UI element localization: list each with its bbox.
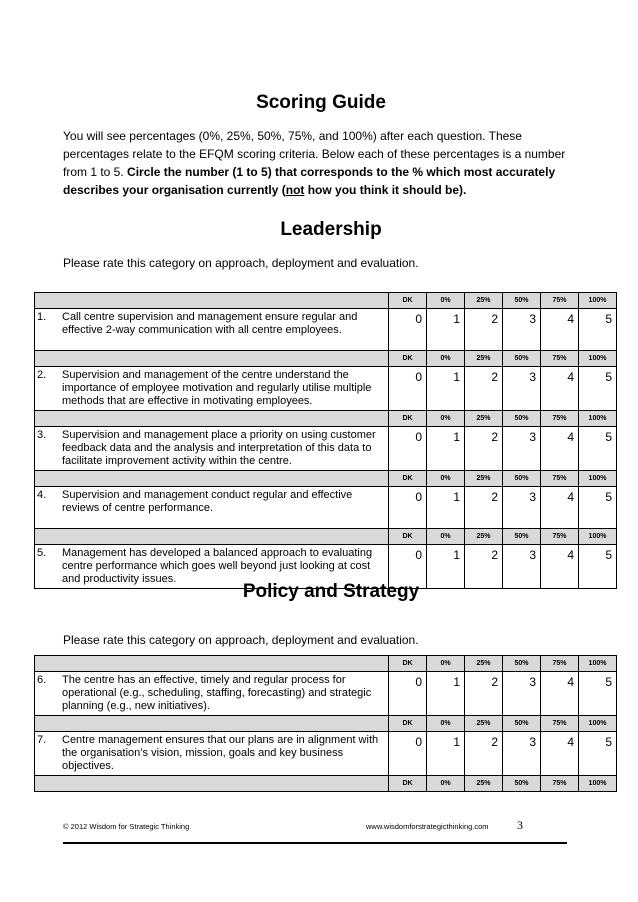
scale-header-5: 100% bbox=[579, 351, 617, 367]
question-cell bbox=[35, 732, 389, 776]
score-option-1[interactable]: 1 bbox=[427, 427, 465, 471]
scale-header-0: DK bbox=[389, 776, 427, 792]
header-blank-cell bbox=[35, 293, 389, 309]
question-row bbox=[35, 672, 617, 716]
scale-header-2: 25% bbox=[465, 716, 503, 732]
question-number: 3. bbox=[37, 429, 47, 441]
header-blank-cell bbox=[35, 716, 389, 732]
score-option-4[interactable]: 4 bbox=[541, 367, 579, 411]
score-option-2[interactable]: 2 bbox=[465, 309, 503, 351]
score-option-3[interactable]: 3 bbox=[503, 367, 541, 411]
scale-header-5: 100% bbox=[579, 529, 617, 545]
score-option-1[interactable]: 1 bbox=[427, 732, 465, 776]
policy-prompt: Please rate this category on approach, deployment and evaluation. bbox=[63, 633, 419, 647]
scale-header-row bbox=[35, 293, 617, 309]
policy-strategy-title: Policy and Strategy bbox=[242, 581, 420, 602]
score-option-5[interactable]: 5 bbox=[579, 367, 617, 411]
scale-header-5: 100% bbox=[579, 411, 617, 427]
score-option-1[interactable]: 1 bbox=[427, 487, 465, 529]
scale-header-row bbox=[35, 656, 617, 672]
scale-header-0: DK bbox=[389, 529, 427, 545]
footer-copyright: © 2012 Wisdom for Strategic Thinking bbox=[63, 822, 190, 831]
instructions-emphasis-end: how you think it should be). bbox=[304, 183, 467, 197]
question-number: 6. bbox=[37, 674, 47, 686]
scale-header-row bbox=[35, 529, 617, 545]
header-blank-cell bbox=[35, 471, 389, 487]
leadership-rating-table bbox=[34, 292, 617, 589]
score-option-0[interactable]: 0 bbox=[389, 672, 427, 716]
question-cell bbox=[35, 309, 389, 351]
score-option-0[interactable]: 0 bbox=[389, 427, 427, 471]
scale-header-1: 0% bbox=[427, 776, 465, 792]
scale-header-3: 50% bbox=[503, 471, 541, 487]
question-number: 5. bbox=[37, 547, 47, 559]
scale-header-4: 75% bbox=[541, 716, 579, 732]
score-option-5[interactable]: 5 bbox=[579, 427, 617, 471]
scale-header-row bbox=[35, 776, 617, 792]
score-option-5[interactable]: 5 bbox=[579, 732, 617, 776]
scale-header-3: 50% bbox=[503, 411, 541, 427]
scale-header-3: 50% bbox=[503, 656, 541, 672]
leadership-title: Leadership bbox=[280, 219, 382, 240]
scale-header-2: 25% bbox=[465, 656, 503, 672]
header-blank-cell bbox=[35, 351, 389, 367]
score-option-4[interactable]: 4 bbox=[541, 545, 579, 589]
question-text: Management has developed a balanced approach to evaluating centre performance which goes well beyond just looking at cost and productivity issues. bbox=[62, 547, 373, 585]
scale-header-4: 75% bbox=[541, 776, 579, 792]
question-row bbox=[35, 487, 617, 529]
score-option-3[interactable]: 3 bbox=[503, 545, 541, 589]
score-option-2[interactable]: 2 bbox=[465, 367, 503, 411]
score-option-2[interactable]: 2 bbox=[465, 732, 503, 776]
leadership-prompt: Please rate this category on approach, deployment and evaluation. bbox=[63, 256, 419, 270]
scoring-instructions bbox=[63, 127, 568, 199]
scale-header-5: 100% bbox=[579, 471, 617, 487]
score-option-0[interactable]: 0 bbox=[389, 545, 427, 589]
scale-header-row bbox=[35, 411, 617, 427]
score-option-3[interactable]: 3 bbox=[503, 672, 541, 716]
scale-header-5: 100% bbox=[579, 293, 617, 309]
scale-header-row bbox=[35, 471, 617, 487]
scale-header-4: 75% bbox=[541, 656, 579, 672]
scale-header-0: DK bbox=[389, 716, 427, 732]
score-option-1[interactable]: 1 bbox=[427, 545, 465, 589]
score-option-2[interactable]: 2 bbox=[465, 487, 503, 529]
header-blank-cell bbox=[35, 529, 389, 545]
scale-header-row bbox=[35, 716, 617, 732]
scale-header-3: 50% bbox=[503, 716, 541, 732]
scale-header-4: 75% bbox=[541, 529, 579, 545]
scale-header-5: 100% bbox=[579, 656, 617, 672]
question-text: Call centre supervision and management ensure regular and effective 2-way communication with all centre employees. bbox=[62, 311, 358, 336]
scale-header-1: 0% bbox=[427, 351, 465, 367]
scale-header-5: 100% bbox=[579, 716, 617, 732]
scale-header-1: 0% bbox=[427, 529, 465, 545]
question-cell bbox=[35, 367, 389, 411]
scale-header-3: 50% bbox=[503, 351, 541, 367]
score-option-0[interactable]: 0 bbox=[389, 309, 427, 351]
score-option-5[interactable]: 5 bbox=[579, 309, 617, 351]
score-option-3[interactable]: 3 bbox=[503, 732, 541, 776]
score-option-3[interactable]: 3 bbox=[503, 427, 541, 471]
instructions-text: You will see percentages (0%, 25%, 50%, 75%, and 100%) after each question. These percentages relate to the EFQM scoring criteria. Below each of these percentages is a number from 1 to 5. bbox=[63, 129, 566, 179]
question-row bbox=[35, 427, 617, 471]
scale-header-4: 75% bbox=[541, 351, 579, 367]
question-cell bbox=[35, 672, 389, 716]
footer-divider bbox=[63, 842, 567, 844]
score-option-2[interactable]: 2 bbox=[465, 545, 503, 589]
scale-header-0: DK bbox=[389, 351, 427, 367]
instructions-not-underlined: not bbox=[285, 183, 305, 197]
scale-header-2: 25% bbox=[465, 776, 503, 792]
scale-header-4: 75% bbox=[541, 411, 579, 427]
score-option-1[interactable]: 1 bbox=[427, 367, 465, 411]
question-cell bbox=[35, 487, 389, 529]
instructions-emphasis: Circle the number (1 to 5) that corresponds to the % which most accurately describes your organisation currently ( bbox=[63, 165, 556, 197]
question-row bbox=[35, 367, 617, 411]
page-number: 3 bbox=[517, 818, 523, 832]
scale-header-2: 25% bbox=[465, 411, 503, 427]
score-option-2[interactable]: 2 bbox=[465, 672, 503, 716]
scale-header-5: 100% bbox=[579, 776, 617, 792]
scoring-guide-title: Scoring Guide bbox=[256, 92, 386, 113]
scale-header-2: 25% bbox=[465, 351, 503, 367]
score-option-1[interactable]: 1 bbox=[427, 672, 465, 716]
question-number: 2. bbox=[37, 369, 47, 381]
scale-header-0: DK bbox=[389, 471, 427, 487]
score-option-4[interactable]: 4 bbox=[541, 309, 579, 351]
scale-header-3: 50% bbox=[503, 293, 541, 309]
question-number: 7. bbox=[37, 734, 47, 746]
scale-header-1: 0% bbox=[427, 471, 465, 487]
score-option-1[interactable]: 1 bbox=[427, 309, 465, 351]
question-number: 1. bbox=[37, 311, 47, 323]
scale-header-0: DK bbox=[389, 293, 427, 309]
scale-header-0: DK bbox=[389, 411, 427, 427]
header-blank-cell bbox=[35, 656, 389, 672]
score-option-2[interactable]: 2 bbox=[465, 427, 503, 471]
question-row bbox=[35, 309, 617, 351]
policy-rating-table bbox=[34, 655, 617, 792]
scale-header-3: 50% bbox=[503, 776, 541, 792]
scale-header-2: 25% bbox=[465, 529, 503, 545]
scale-header-4: 75% bbox=[541, 293, 579, 309]
question-text: Centre management ensures that our plans are in alignment with the organisation’s vision, mission, goals and key business objectives. bbox=[62, 734, 379, 772]
question-text: Supervision and management of the centre understand the importance of employee motivation and regularly utilise multiple methods that are effective in motivating employees. bbox=[62, 369, 372, 407]
score-option-4[interactable]: 4 bbox=[541, 732, 579, 776]
scale-header-1: 0% bbox=[427, 411, 465, 427]
header-blank-cell bbox=[35, 411, 389, 427]
score-option-3[interactable]: 3 bbox=[503, 487, 541, 529]
question-number: 4. bbox=[37, 489, 47, 501]
scale-header-2: 25% bbox=[465, 293, 503, 309]
score-option-5[interactable]: 5 bbox=[579, 545, 617, 589]
scale-header-2: 25% bbox=[465, 471, 503, 487]
score-option-4[interactable]: 4 bbox=[541, 672, 579, 716]
score-option-0[interactable]: 0 bbox=[389, 367, 427, 411]
question-text: Supervision and management place a priority on using customer feedback data and the analysis and interpretation of this data to facilitate improvement activity within the centre. bbox=[62, 429, 376, 467]
scale-header-4: 75% bbox=[541, 471, 579, 487]
question-cell bbox=[35, 427, 389, 471]
score-option-4[interactable]: 4 bbox=[541, 427, 579, 471]
scale-header-1: 0% bbox=[427, 716, 465, 732]
scale-header-0: DK bbox=[389, 656, 427, 672]
score-option-0[interactable]: 0 bbox=[389, 732, 427, 776]
question-row bbox=[35, 732, 617, 776]
scale-header-1: 0% bbox=[427, 293, 465, 309]
score-option-3[interactable]: 3 bbox=[503, 309, 541, 351]
question-text: Supervision and management conduct regular and effective reviews of centre performance. bbox=[62, 489, 353, 514]
scale-header-3: 50% bbox=[503, 529, 541, 545]
question-text: The centre has an effective, timely and regular process for operational (e.g., scheduling, staffing, forecasting) and strategic planning (e.g., new initiatives). bbox=[62, 674, 372, 712]
score-option-4[interactable]: 4 bbox=[541, 487, 579, 529]
score-option-0[interactable]: 0 bbox=[389, 487, 427, 529]
scale-header-row bbox=[35, 351, 617, 367]
footer-website: www.wisdomforstrategicthinking.com bbox=[366, 822, 489, 831]
score-option-5[interactable]: 5 bbox=[579, 487, 617, 529]
scale-header-1: 0% bbox=[427, 656, 465, 672]
score-option-5[interactable]: 5 bbox=[579, 672, 617, 716]
header-blank-cell bbox=[35, 776, 389, 792]
